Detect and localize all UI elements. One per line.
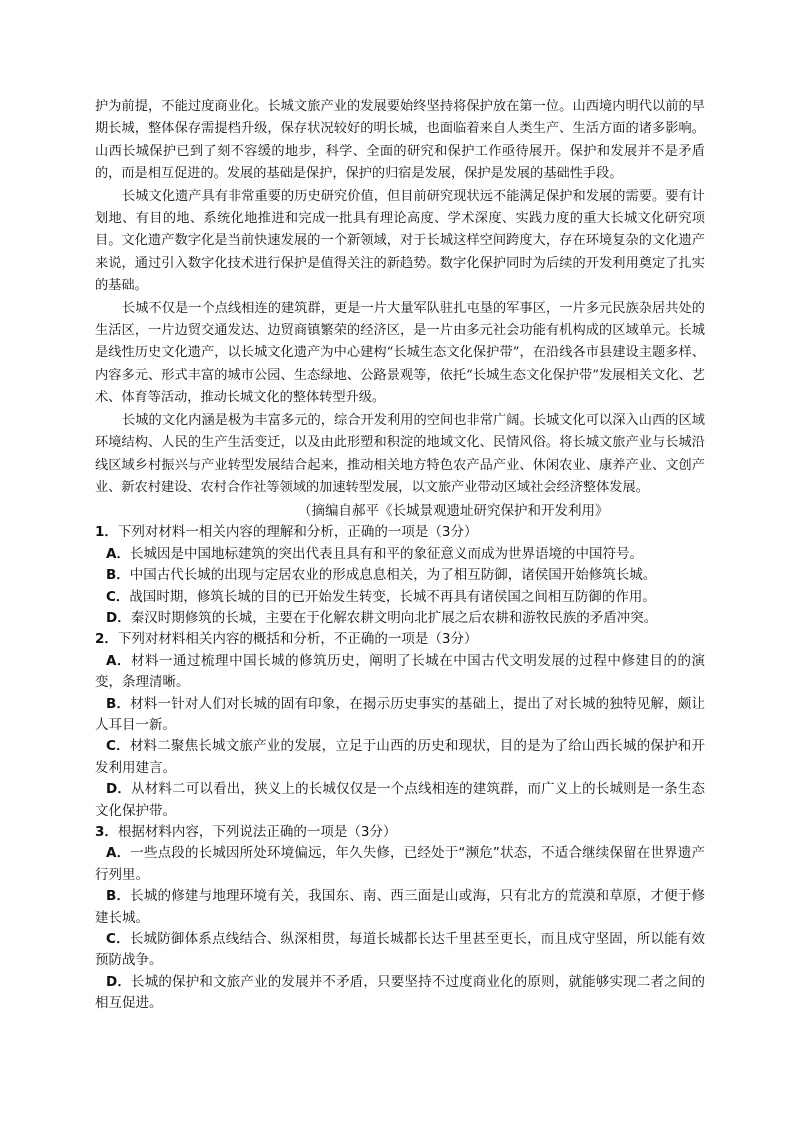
option-letter: A． — [106, 845, 131, 862]
option-letter: D． — [106, 609, 131, 626]
option-letter: B． — [106, 888, 131, 905]
question-1 — [95, 522, 705, 629]
question-text: 下列对材料相关内容的概括和分析，不正确的一项是（3分） — [117, 631, 478, 648]
question-text: 下列对材料一相关内容的理解和分析，正确的一项是（3分） — [117, 524, 478, 541]
option-letter: A． — [106, 545, 130, 562]
option-a — [95, 651, 705, 694]
option-d — [95, 779, 705, 822]
option-text: 材料一针对人们对长城的固有印象，在揭示历史事实的基础上，提出了对长城的独特见解，颇让人耳目一新。 — [95, 695, 705, 733]
option-b — [95, 886, 705, 929]
option-text: 长城的保护和文旅产业的发展并不矛盾，只要坚持不过度商业化的原则，就能够实现二者之间的相互促进。 — [95, 973, 705, 1012]
passage-paragraph: 护为前提，不能过度商业化。长城文旅产业的发展要始终坚持将保护放在第一位。山西境内明代以前的早期长城，整体保存需提档升级，保存状况较好的明长城，也面临着来自人类生产、生活方面的诸多影响。山西长城保护已到了刻不容缓的地步，科学、全面的研究和保护工作亟待展开。保护和发展并不是矛盾的，而是相互促进的。发展的基础是保护，保护的归宿是发展，保护是发展的基础性手段。 — [95, 99, 705, 182]
option-a — [95, 544, 705, 565]
option-letter: C． — [106, 588, 130, 605]
question-list — [95, 522, 705, 1014]
option-letter: C． — [106, 931, 130, 948]
option-letter: D． — [106, 781, 132, 798]
question-stem — [95, 629, 705, 650]
reading-passage — [95, 96, 705, 499]
question-number: 2． — [95, 631, 118, 648]
question-number: 1． — [95, 524, 118, 541]
option-b — [95, 565, 705, 586]
option-c — [95, 736, 705, 779]
option-text: 中国古代长城的出现与定居农业的形成息息相关，为了相互防御，诸侯国开始修筑长城。 — [129, 567, 657, 584]
option-text: 长城防御体系点线结合、纵深相贯，每道长城都长达千里甚至更长，而且戍守坚固，所以能有效预防战争。 — [95, 931, 705, 969]
option-text: 从材料二可以看出，狭义上的长城仅仅是一个点线相连的建筑群，而广义上的长城则是一条生态文化保护带。 — [95, 781, 705, 819]
passage-paragraph: 长城文化遗产具有非常重要的历史研究价值，但目前研究现状远不能满足保护和发展的需要。要有计划地、有目的地、系统化地推进和完成一批具有理论高度、学术深度、实践力度的重大长城文化研究项目。文化遗产数字化是当前快速发展的一个新领域，对于长城这样空间跨度大，存在环境复杂的文化遗产来说，通过引入数字化技术进行保护是值得关注的新趋势。数字化保护同时为后续的开发利用奠定了扎实的基础。 — [95, 188, 705, 294]
option-letter: A． — [106, 652, 131, 669]
option-text: 战国时期，修筑长城的目的已开始发生转变，长城不再具有诸侯国之间相互防御的作用。 — [129, 588, 656, 605]
option-text: 秦汉时期修筑的长城，主要在于化解农耕文明向北扩展之后农耕和游牧民族的矛盾冲突。 — [130, 609, 658, 626]
question-text: 根据材料内容，下列说法正确的一项是（3分） — [117, 824, 397, 840]
option-b — [95, 694, 705, 737]
option-letter: D． — [106, 973, 132, 990]
option-letter: C． — [106, 738, 130, 755]
document-page — [95, 96, 705, 1015]
option-a — [95, 843, 705, 886]
passage-paragraph: 长城的文化内涵是极为丰富多元的，综合开发利用的空间也非常广阔。长城文化可以深入山西的区域环境结构、人民的生产生活变迁，以及由此形塑和积淀的地域文化、民情风俗。将长城文旅产业与长城沿线区域乡村振兴与产业转型发展结合起来，推动相关地方特色农产品产业、休闲农业、康养产业、文创产业、新农村建设、农村合作社等领域的加速转型发展，以文旅产业带动区域社会经济整体发展。 — [95, 412, 705, 495]
question-3 — [95, 822, 705, 1015]
question-number: 3． — [95, 824, 118, 840]
option-text: 长城因是中国地标建筑的突出代表且具有和平的象征意义而成为世界语境的中国符号。 — [129, 545, 643, 562]
option-d — [95, 608, 705, 629]
question-2 — [95, 629, 705, 822]
option-text: 材料一通过梳理中国长城的修筑历史，阐明了长城在中国古代文明发展的过程中修建目的的演变，条理清晰。 — [95, 652, 706, 691]
option-text: 材料二聚焦长城文旅产业的发展，立足于山西的历史和现状，目的是为了给山西长城的保护和开发利用建言。 — [95, 738, 705, 776]
option-c — [95, 587, 705, 608]
option-letter: B． — [106, 567, 130, 584]
question-stem — [95, 522, 705, 543]
passage-paragraph: 长城不仅是一个点线相连的建筑群，更是一片大量军队驻扎屯垦的军事区，一片多元民族杂居共处的生活区，一片边贸交通发达、边贸商镇繁荣的经济区，是一片由多元社会功能有机构成的区域单元。长城是线性历史文化遗产，以长城文化遗产为中心建构“长城生态文化保护带”，在沿线各市县建设主题多样、内容多元、形式丰富的城市公园、生态绿地、公路景观等，依托“长城生态文化保护带”发展相关文化、艺术、体育等活动，推动长城文化的整体转型升级。 — [95, 300, 705, 406]
question-stem — [95, 822, 705, 843]
option-text: 长城的修建与地理环境有关，我国东、南、西三面是山或海，只有北方的荒漠和草原，才便于修建长城。 — [95, 888, 705, 926]
option-letter: B． — [106, 695, 131, 712]
option-text: 一些点段的长城因所处环境偏远，年久失修，已经处于“濒危”状态，不适合继续保留在世界遗产行列里。 — [95, 845, 705, 883]
option-c — [95, 929, 705, 972]
option-d — [95, 972, 705, 1015]
passage-source: （摘编自郝平《长城景观遗址研究保护和开发利用》 — [298, 503, 609, 520]
